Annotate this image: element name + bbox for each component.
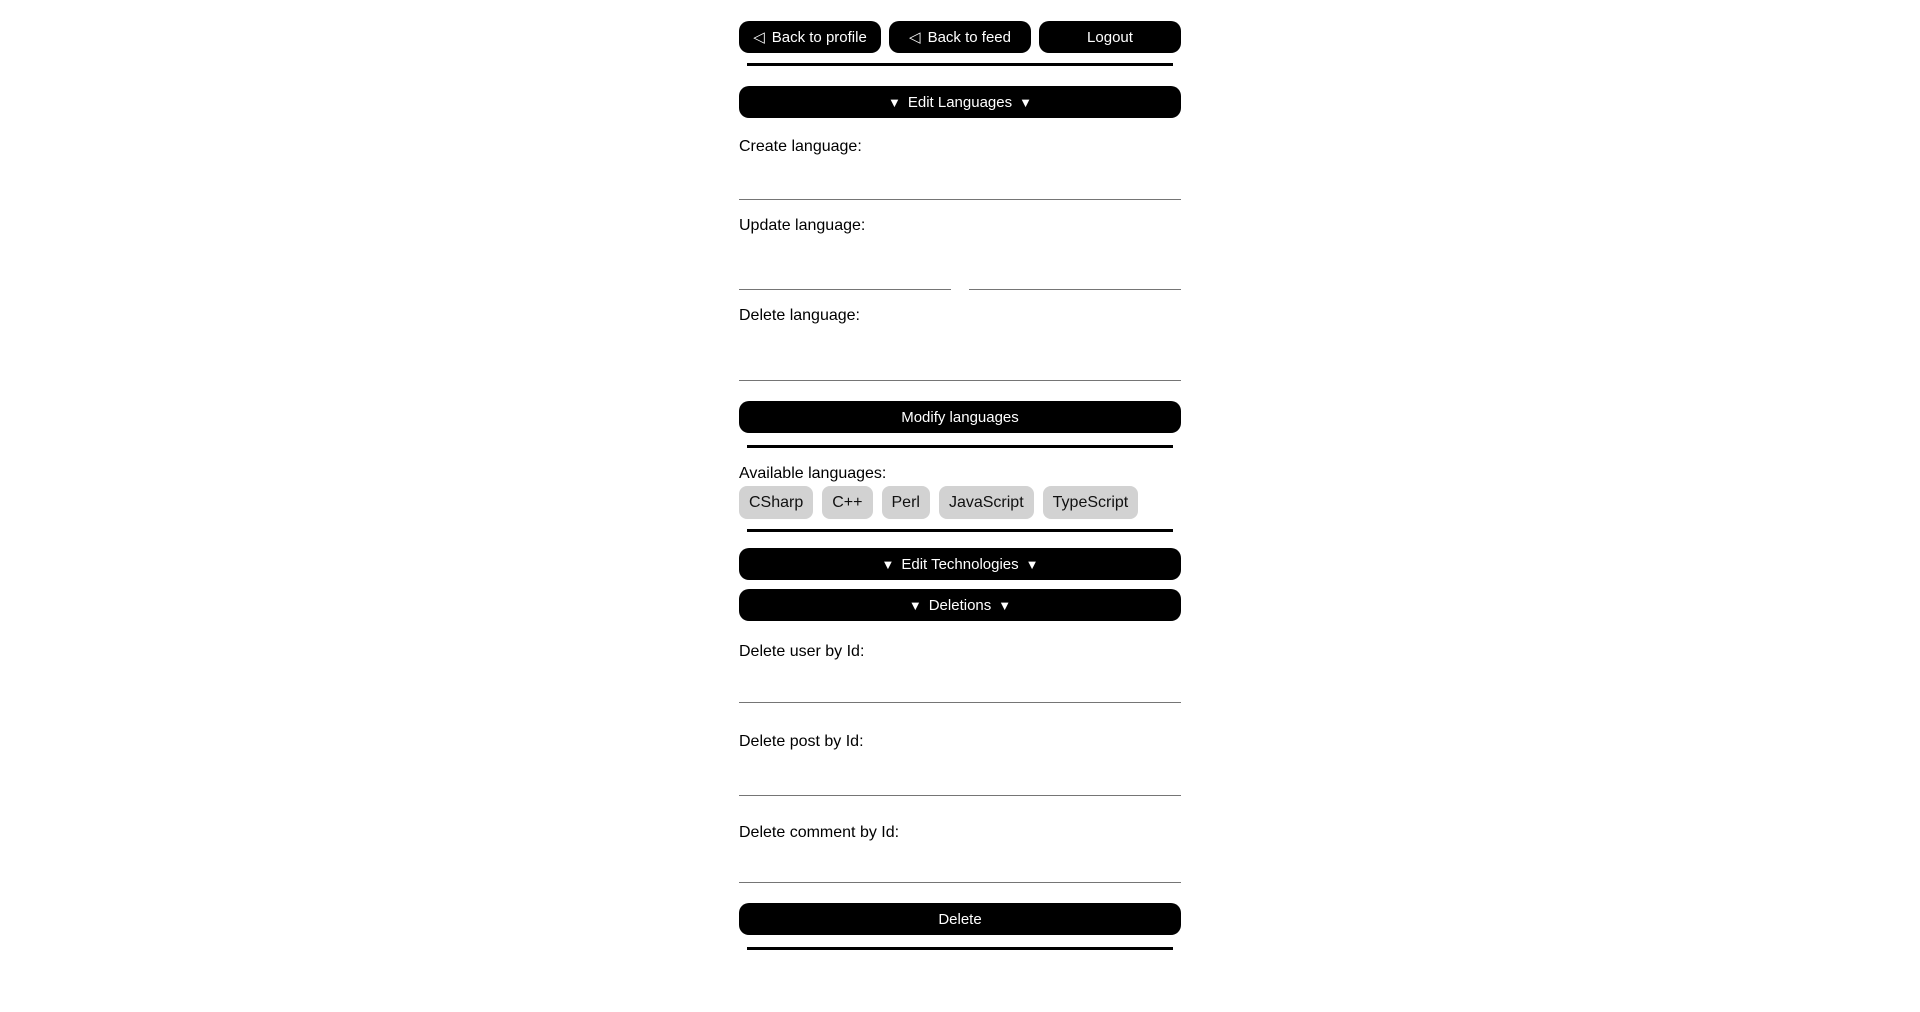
update-language-to-input[interactable] — [969, 235, 1181, 290]
delete-language-group — [739, 306, 1181, 381]
update-language-from-input[interactable] — [739, 235, 951, 290]
delete-button-label: Delete — [938, 910, 982, 928]
delete-comment-group — [739, 823, 1181, 883]
edit-languages-toggle[interactable] — [739, 86, 1181, 118]
available-languages-label: Available languages: — [739, 465, 887, 482]
logout-label: Logout — [1087, 28, 1133, 46]
modify-languages-label: Modify languages — [901, 408, 1019, 426]
modify-languages-button[interactable] — [739, 401, 1181, 433]
language-tag: TypeScript — [1043, 486, 1139, 519]
back-arrow-icon: ◁ — [753, 28, 765, 46]
back-to-feed-label: Back to feed — [927, 28, 1011, 46]
language-tag: CSharp — [739, 486, 813, 519]
delete-user-id-input[interactable] — [739, 661, 1181, 703]
back-to-feed-button[interactable] — [889, 21, 1031, 53]
delete-post-id-input[interactable] — [739, 751, 1181, 796]
delete-comment-id-input[interactable] — [739, 842, 1181, 883]
delete-post-group — [739, 732, 1181, 796]
chevron-down-icon: ▼ — [887, 94, 901, 110]
divider — [747, 63, 1173, 66]
edit-technologies-label: Edit Technologies — [901, 555, 1019, 573]
divider — [747, 947, 1173, 950]
available-languages-group — [739, 464, 1181, 519]
delete-button[interactable] — [739, 903, 1181, 935]
update-language-inputs — [739, 235, 1181, 290]
chevron-down-icon: ▼ — [1019, 94, 1032, 110]
divider — [747, 529, 1173, 532]
create-language-group — [739, 137, 1181, 200]
chevron-down-icon: ▼ — [998, 597, 1012, 613]
delete-language-label: Delete language: — [739, 307, 860, 324]
edit-languages-label: Edit Languages — [907, 93, 1013, 111]
delete-user-label: Delete user by Id: — [739, 643, 865, 660]
deletions-label: Deletions — [928, 596, 992, 614]
logout-button[interactable] — [1039, 21, 1181, 53]
back-arrow-icon: ◁ — [909, 28, 921, 46]
language-tag: C++ — [822, 486, 872, 519]
back-to-profile-label: Back to profile — [771, 28, 867, 46]
create-language-label: Create language: — [739, 138, 862, 155]
back-to-profile-button[interactable] — [739, 21, 881, 53]
delete-post-label: Delete post by Id: — [739, 733, 864, 750]
create-language-input[interactable] — [739, 156, 1181, 200]
divider — [747, 445, 1173, 448]
edit-technologies-toggle[interactable] — [739, 548, 1181, 580]
language-tag: Perl — [882, 486, 930, 519]
delete-user-group — [739, 642, 1181, 703]
update-language-group — [739, 216, 1181, 290]
admin-panel — [739, 0, 1181, 964]
deletions-toggle[interactable] — [739, 589, 1181, 621]
delete-comment-label: Delete comment by Id: — [739, 824, 900, 841]
update-language-label: Update language: — [739, 217, 866, 234]
top-button-row — [739, 21, 1181, 53]
language-tag: JavaScript — [939, 486, 1034, 519]
chevron-down-icon: ▼ — [881, 556, 895, 572]
delete-language-input[interactable] — [739, 325, 1181, 381]
available-languages-list — [739, 486, 1181, 519]
chevron-down-icon: ▼ — [908, 597, 922, 613]
chevron-down-icon: ▼ — [1025, 556, 1039, 572]
